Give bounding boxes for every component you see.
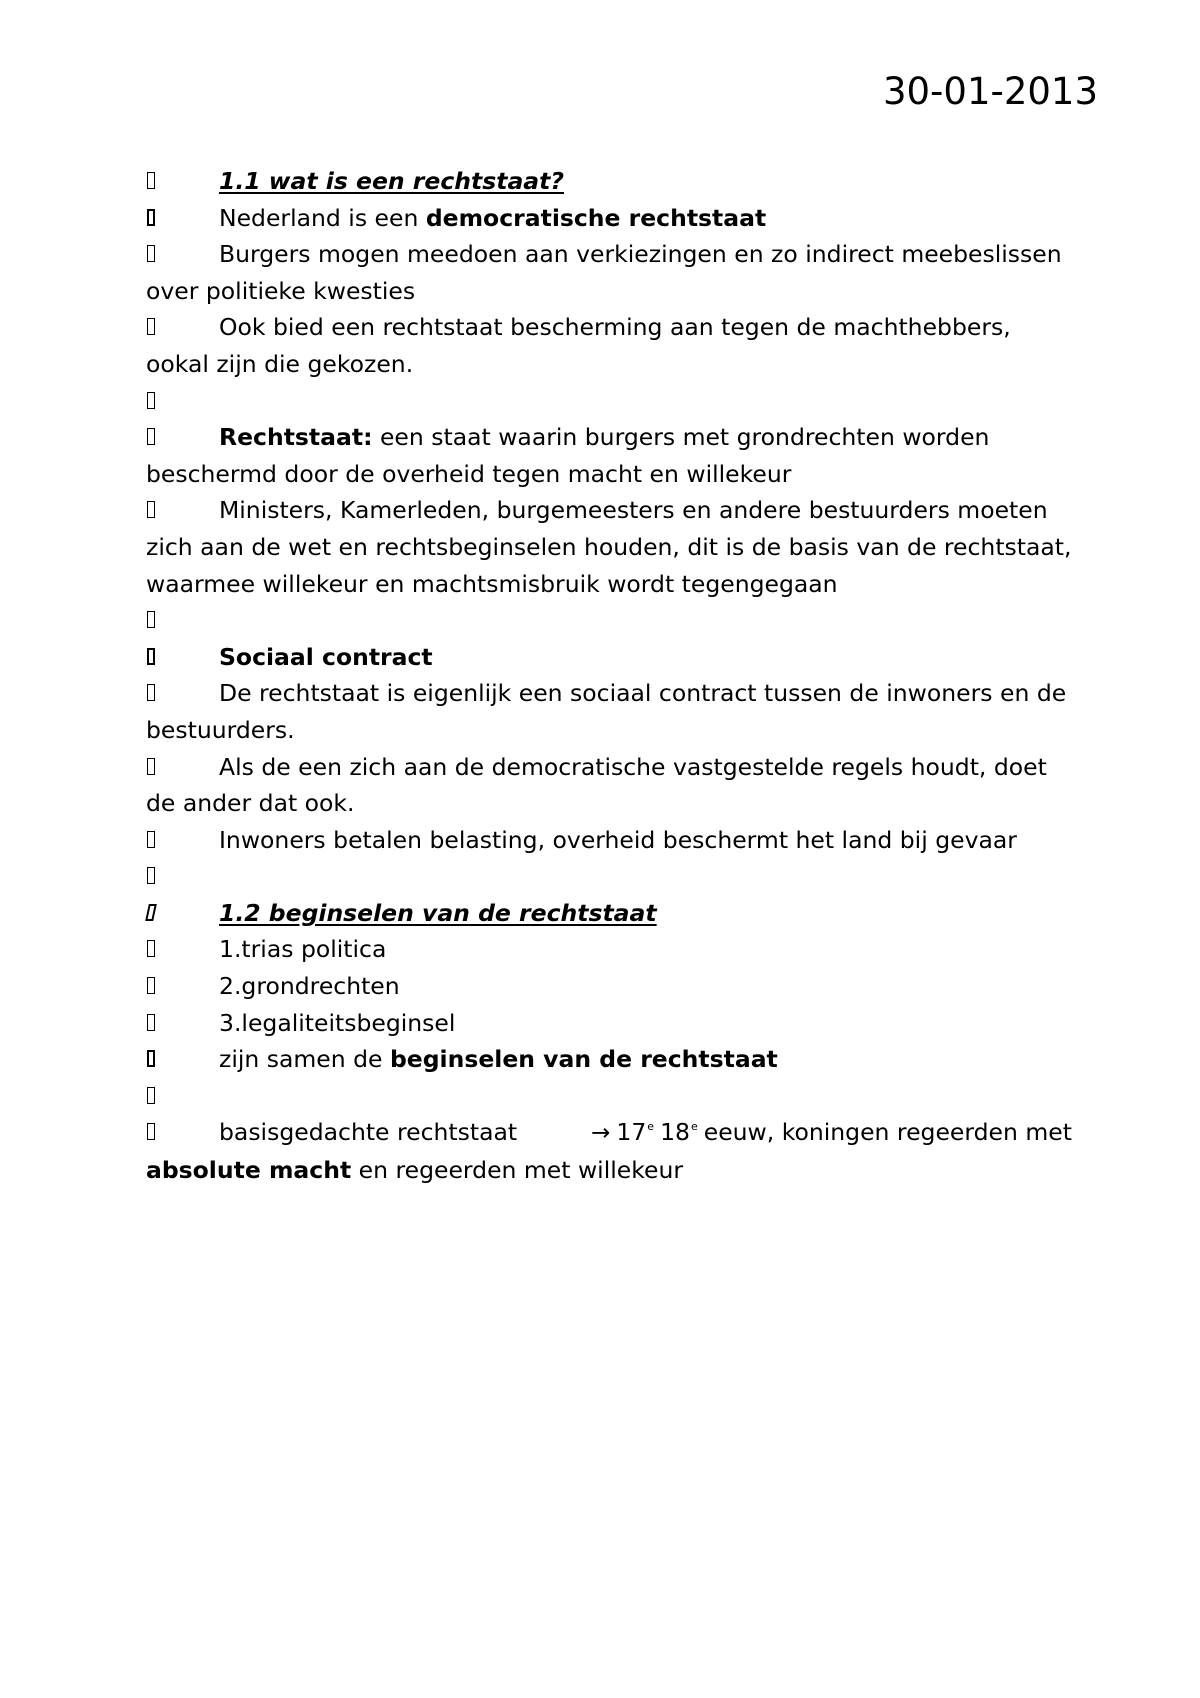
heading-1-1 — [146, 163, 1076, 200]
bold-text: democratische rechtstaat — [425, 203, 767, 232]
empty-paragraph — [146, 602, 1076, 639]
paragraph — [146, 200, 1076, 237]
paragraph — [146, 492, 1076, 602]
text: 1.trias politica — [219, 935, 387, 964]
list-item — [146, 968, 1076, 1005]
bold-text: absolute macht — [146, 1156, 352, 1185]
bullet-icon — [146, 492, 158, 528]
bullet-icon — [146, 1005, 158, 1041]
text: eeuw, koningen regeerden met — [703, 1118, 1072, 1147]
text: De rechtstaat is eigenlijk een sociaal contract tussen de inwoners en de bestuurders. — [146, 679, 1067, 744]
text: Ook bied een rechtstaat bescherming aan tegen de machthebbers, ookal zijn die gekozen. — [146, 313, 1011, 378]
paragraph — [146, 419, 1076, 492]
empty-paragraph — [146, 858, 1076, 895]
bullet-icon — [146, 1041, 158, 1077]
list-item — [146, 1005, 1076, 1042]
section-heading: 1.1 wat is een rechtstaat? — [219, 167, 565, 195]
paragraph — [146, 675, 1076, 748]
bullet-icon — [146, 931, 158, 967]
paragraph — [146, 1114, 1076, 1188]
paragraph — [146, 639, 1076, 676]
paragraph — [146, 822, 1076, 859]
document-date: 30-01-2013 — [882, 70, 1098, 113]
bullet-icon — [146, 236, 158, 272]
bullet-icon — [146, 1114, 158, 1150]
empty-paragraph — [146, 383, 1076, 420]
bullet-icon — [146, 822, 158, 858]
superscript: e — [690, 1120, 698, 1134]
document-body — [146, 163, 1076, 1189]
bullet-icon — [146, 163, 158, 199]
bold-text: beginselen van de rechtstaat — [389, 1045, 778, 1074]
bullet-icon — [146, 639, 158, 675]
bullet-icon — [146, 602, 158, 638]
bullet-icon — [146, 749, 158, 785]
paragraph — [146, 309, 1076, 382]
text: een staat waarin burgers met grondrechten worden beschermd door de overheid tegen macht en willekeur — [146, 423, 990, 488]
bullet-icon — [146, 858, 158, 894]
text: Inwoners betalen belasting, overheid beschermt het land bij gevaar — [219, 825, 1017, 854]
bullet-icon — [146, 1078, 158, 1114]
text: 3.legaliteitsbeginsel — [219, 1008, 456, 1037]
heading-1-2 — [146, 895, 1076, 932]
paragraph — [146, 236, 1076, 309]
bullet-icon — [146, 309, 158, 345]
bullet-icon — [146, 675, 158, 711]
bullet-icon — [146, 383, 158, 419]
paragraph — [146, 1041, 1076, 1078]
text: en regeerden met willekeur — [351, 1156, 684, 1185]
bullet-icon — [146, 200, 158, 236]
text: Nederland is een — [219, 203, 426, 232]
arrow-right-icon: → — [591, 1120, 611, 1147]
text: Als de een zich aan de democratische vastgestelde regels houdt, doet de ander dat ook. — [146, 752, 1047, 818]
bold-heading: Sociaal contract — [219, 642, 433, 671]
section-heading: 1.2 beginselen van de rechtstaat — [219, 898, 657, 927]
bullet-icon — [146, 968, 158, 1004]
text: 18 — [660, 1118, 690, 1147]
empty-paragraph — [146, 1078, 1076, 1115]
text: 2.grondrechten — [219, 972, 400, 1001]
list-item — [146, 931, 1076, 968]
bold-term: Rechtstaat: — [219, 423, 373, 452]
bullet-icon — [146, 419, 158, 455]
text: Ministers, Kamerleden, burgemeesters en andere bestuurders moeten zich aan de wet en rechtsbeginselen houden, dit is de basis van de rechtstaat, waarmee willekeur en machtsmisbruik wordt tegengegaan — [146, 496, 1072, 598]
text: 17 — [616, 1118, 647, 1147]
superscript: e — [647, 1120, 655, 1134]
text: Burgers mogen meedoen aan verkiezingen en zo indirect meebeslissen over politieke kwesties — [146, 240, 1062, 305]
bullet-icon — [146, 895, 158, 931]
paragraph — [146, 749, 1076, 822]
text: zijn samen de — [219, 1045, 390, 1074]
text: basisgedachte rechtstaat — [219, 1118, 518, 1147]
